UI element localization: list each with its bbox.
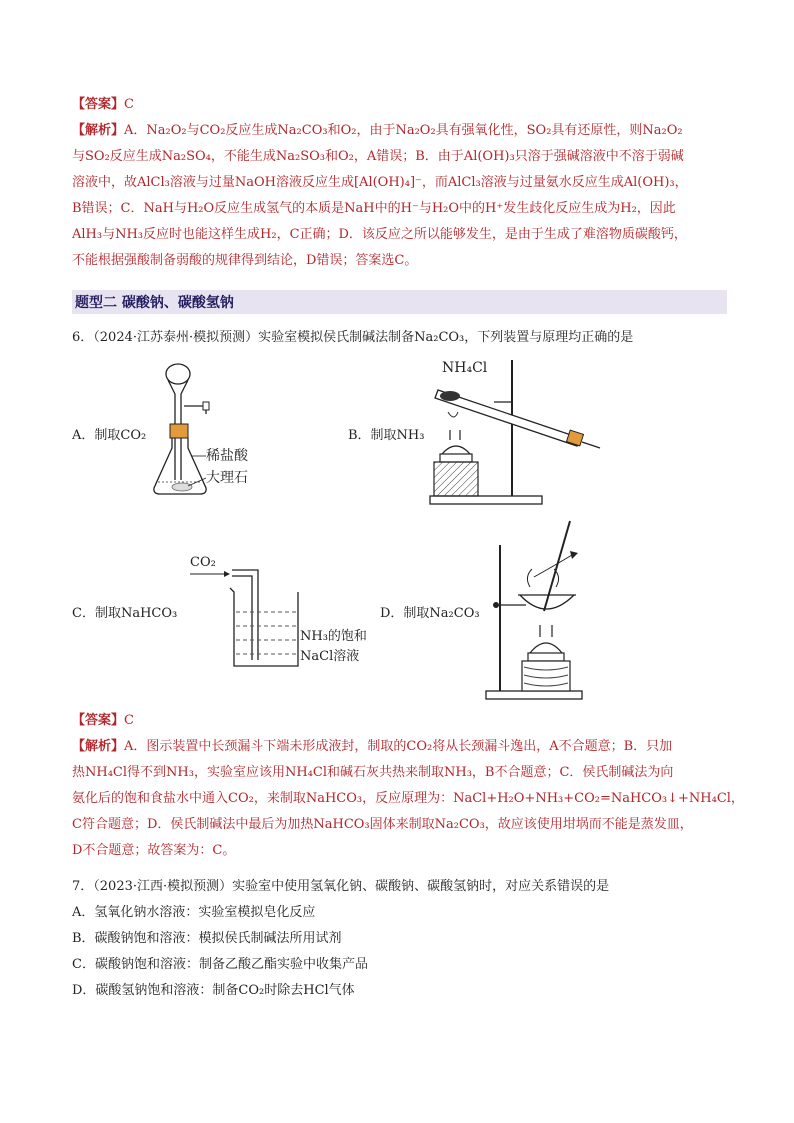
question-7-stem: 7．（2023·江西·模拟预测）实验室中使用氢氧化钠、碳酸钠、碳酸氢钠时，对应关系错误的是: [72, 879, 610, 894]
answer-tag: 【答案】: [72, 713, 125, 728]
figure-b-label: NH₄Cl: [442, 360, 488, 376]
analysis-2-line-4: C符合题意；D．侯氏制碱法中最后为加热NaHCO₃固体来制取Na₂CO₃，故应该使用坩埚而不能是蒸发皿，: [72, 817, 693, 832]
option-d-label: D．制取Na₂CO₃: [380, 606, 480, 621]
question-7: [72, 874, 727, 1004]
question-7-option-d: D．碳酸氢钠饱和溶液：制备CO₂时除去HCl气体: [72, 983, 355, 998]
analysis-1-line-3: 溶液中，故AlCl₃溶液与过量NaOH溶液反应生成[Al(OH)₄]⁻，而AlCl₃溶液与过量氨水反应生成Al(OH)₃，: [72, 175, 688, 190]
analysis-tag: 【解析】: [72, 123, 125, 138]
analysis-1-line-6: 不能根据强酸制备弱酸的规律得到结论，D错误；答案选C。: [72, 253, 418, 268]
question-7-option-b: B．碳酸钠饱和溶液：模拟侯氏制碱法所用试剂: [72, 931, 342, 946]
analysis-2: [72, 734, 744, 864]
figure-c-beaker-apparatus: [180, 550, 380, 680]
figure-a-label-marble: 大理石: [206, 470, 248, 486]
analysis-2-line-3: 氨化后的饱和食盐水中通入CO₂，来制取NaHCO₃，反应原理为：NaCl+H₂O+NH₃+CO₂=NaHCO₃↓+NH₄Cl，: [72, 791, 744, 806]
answer-tag: 【答案】: [72, 97, 125, 112]
answer-value: C: [124, 713, 134, 728]
question-6-stem: 6．（2024·江苏泰州·模拟预测）实验室模拟侯氏制碱法制备Na₂CO₃，下列装置与原理均正确的是: [72, 330, 634, 345]
figure-d-evaporation-apparatus: [480, 515, 610, 705]
analysis-1-line-2: 与SO₂反应生成Na₂SO₄，不能生成Na₂SO₃和O₂，A错误；B．由于Al(OH)₃只溶于强碱溶液中不溶于弱碱: [72, 149, 684, 164]
analysis-1-line-4: B错误；C．NaH与H₂O反应生成氢气的本质是NaH中的H⁻与H₂O中的H⁺发生歧化反应生成为H₂，因此: [72, 201, 676, 216]
analysis-tag: 【解析】: [72, 739, 125, 754]
figure-a-flask-apparatus: [148, 360, 278, 500]
answer-value: C: [124, 97, 134, 112]
analysis-1: [72, 118, 727, 274]
section-title: 题型二 碳酸钠、碳酸氢钠: [75, 295, 234, 311]
analysis-1-line-1: A．Na₂O₂与CO₂反应生成Na₂CO₃和O₂，由于Na₂O₂具有强氧化性，SO₂具有还原性，则Na₂O₂: [124, 123, 683, 138]
figure-c-gas-label: CO₂: [190, 555, 216, 570]
figure-c-label-1: NH₃的饱和: [300, 629, 367, 644]
analysis-1-line-5: AlH₃与NH₃反应时也能这样生成H₂，C正确；D．该反应之所以能够发生，是由于生成了难溶物质碳酸钙，: [72, 227, 687, 242]
figure-a-label-acid: 稀盐酸: [206, 448, 248, 464]
analysis-2-line-5: D不合题意；故答案为：C。: [72, 843, 236, 858]
figure-b-heating-apparatus: [420, 350, 620, 510]
section-header: [72, 290, 727, 314]
option-a-label: A．制取CO₂: [72, 428, 147, 443]
figure-c-label-2: NaCl溶液: [300, 649, 360, 664]
analysis-2-line-1: A．图示装置中长颈漏斗下端未形成液封，制取的CO₂将从长颈漏斗逸出，A不合题意；B．只加: [124, 739, 673, 754]
analysis-2-line-2: 热NH₄Cl得不到NH₃，实验室应该用NH₄Cl和碱石灰共热来制取NH₃，B不合题意；C．侯氏制碱法为向: [72, 765, 674, 780]
question-7-option-c: C．碳酸钠饱和溶液：制备乙酸乙酯实验中收集产品: [72, 957, 368, 972]
answer-2: [72, 708, 727, 734]
question-7-option-a: A．氢氧化钠水溶液：实验室模拟皂化反应: [72, 905, 316, 920]
answer-1: [72, 92, 727, 118]
option-b-label: B．制取NH₃: [348, 428, 425, 443]
option-c-label: C．制取NaHCO₃: [72, 606, 178, 621]
